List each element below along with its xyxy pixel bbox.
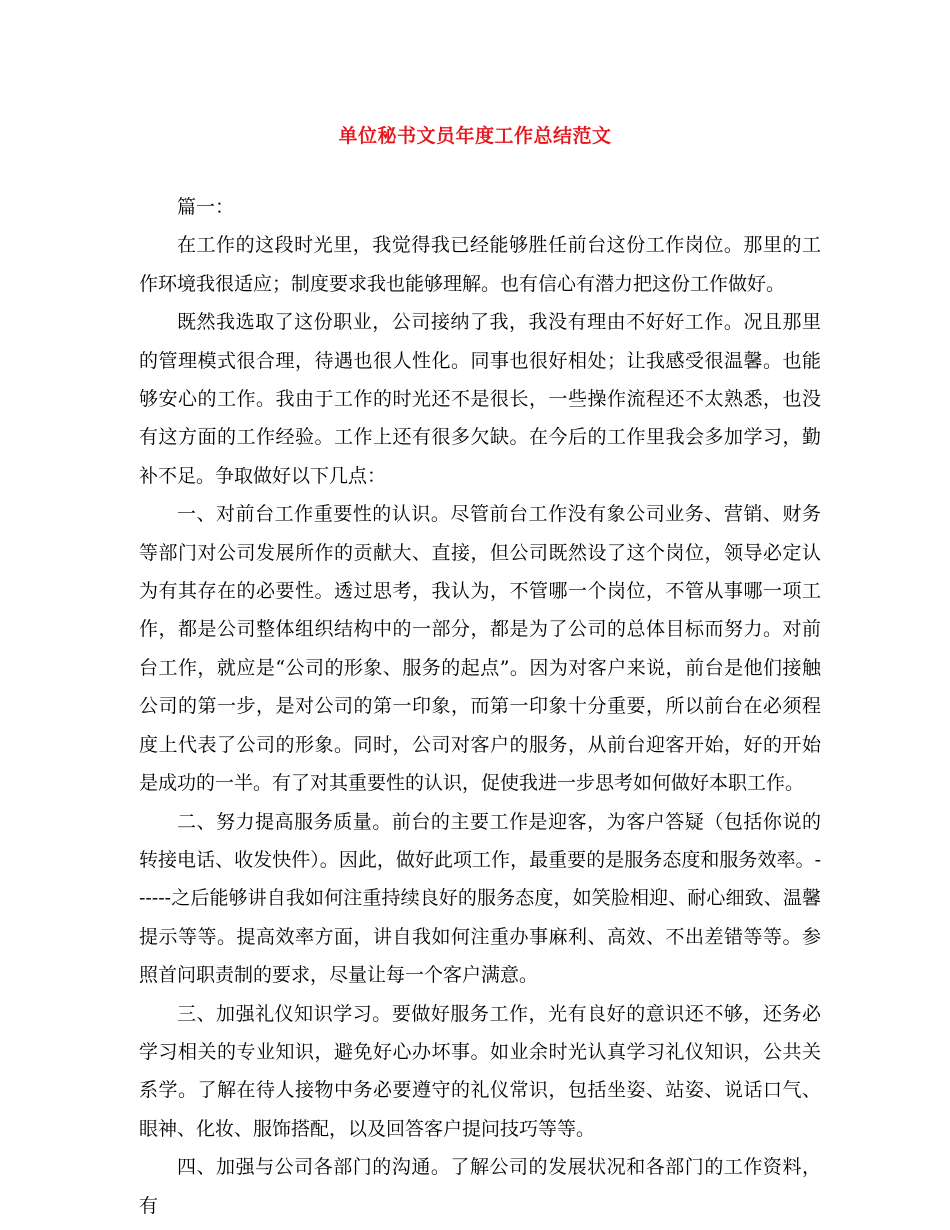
paragraph-heading: 篇一： [177, 196, 235, 218]
document-title: 单位秘书文员年度工作总结范文 [338, 125, 612, 147]
paragraph: 既然我选取了这份职业，公司接纳了我，我没有理由不好好工作。况且那里的管理模式很合理，待遇也很人性化。同事也很好相处；让我感受很温馨。也能够安心的工作。我由于工作的时光还不是很长，一些操作流程还不太熟悉，也没有这方面的工作经验。工作上还有很多欠缺。在今后的工作里我会多加学习，勤补不足。争取做好以下几点： [139, 311, 821, 487]
paragraph: 三、加强礼仪知识学习。要做好服务工作，光有良好的意识还不够，还务必学习相关的专业知识，避免好心办坏事。如业余时光认真学习礼仪知识，公共关系学。了解在待人接物中务必要遵守的礼仪常识，包括坐姿、站姿、说话口气、眼神、化妆、服饰搭配，以及回答客户提问技巧等等。 [139, 1002, 821, 1140]
document-body [139, 188, 821, 1225]
paragraph: 在工作的这段时光里，我觉得我已经能够胜任前台这份工作岗位。那里的工作环境我很适应；制度要求我也能够理解。也有信心有潜力把这份工作做好。 [139, 234, 821, 295]
paragraph: 二、努力提高服务质量。前台的主要工作是迎客，为客户答疑（包括你说的转接电话、收发快件）。因此，做好此项工作，最重要的是服务态度和服务效率。------之后能够讲自我如何注重持续良好的服务态度，如笑脸相迎、耐心细致、温馨提示等等。提高效率方面，讲自我如何注重办事麻利、高效、不出差错等等。参照首问职责制的要求，尽量让每一个客户满意。 [139, 810, 821, 987]
paragraph: 四、加强与公司各部门的沟通。了解公司的发展状况和各部门的工作资料，有 [139, 1156, 821, 1217]
paragraph: 一、对前台工作重要性的认识。尽管前台工作没有象公司业务、营销、财务等部门对公司发展所作的贡献大、直接，但公司既然设了这个岗位，领导必定认为有其存在的必要性。透过思考，我认为，不管哪一个岗位，不管从事哪一项工作，都是公司整体组织结构中的一部分，都是为了公司的总体目标而努力。对前台工作，就应是“公司的形象、服务的起点”。因为对客户来说，前台是他们接触公司的第一步，是对公司的第一印象，而第一印象十分重要，所以前台在必须程度上代表了公司的形象。同时，公司对客户的服务，从前台迎客开始，好的开始是成功的一半。有了对其重要性的认识，促使我进一步思考如何做好本职工作。 [139, 503, 821, 795]
